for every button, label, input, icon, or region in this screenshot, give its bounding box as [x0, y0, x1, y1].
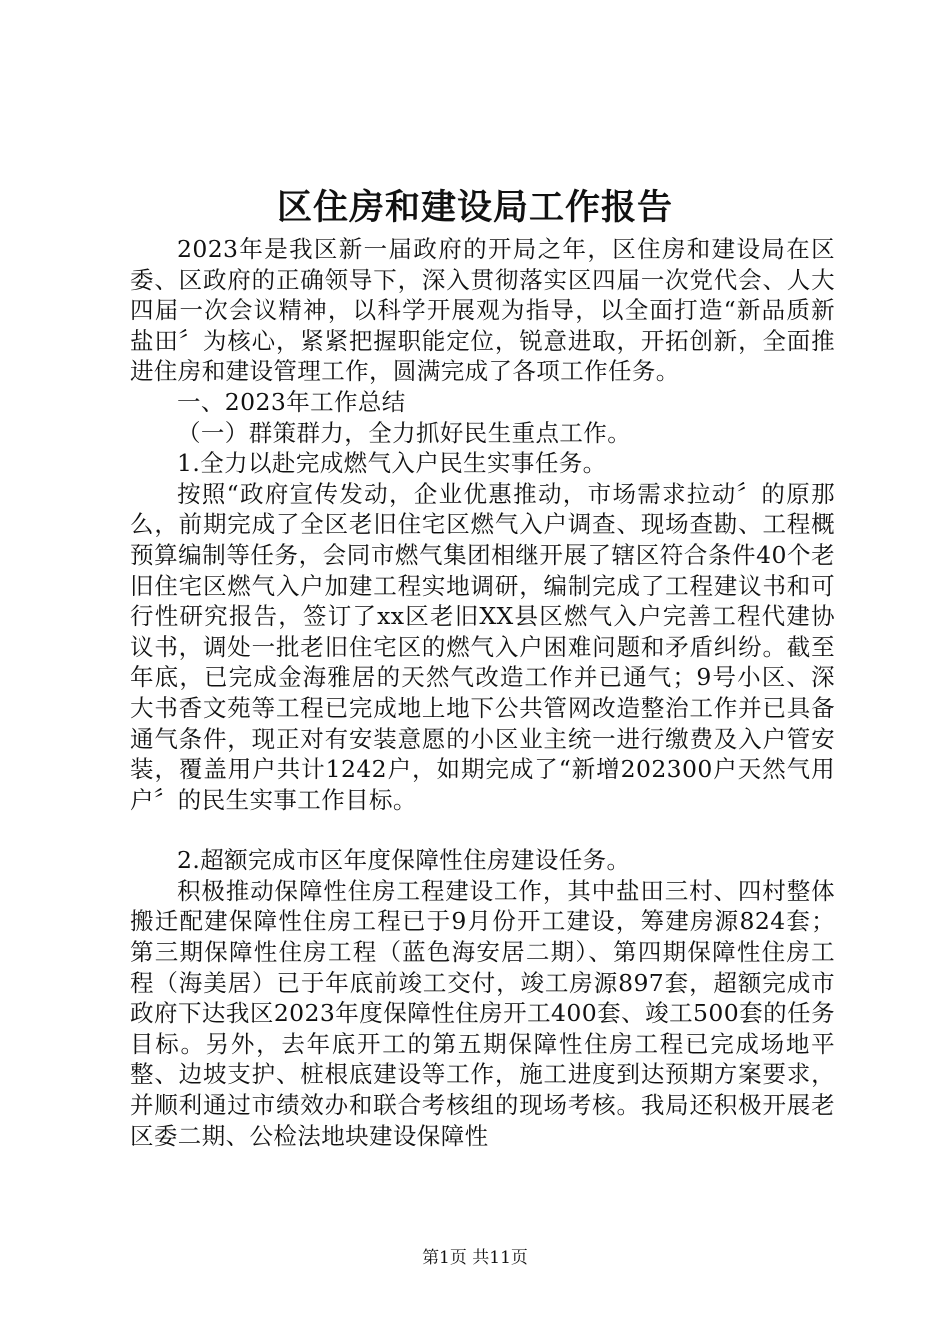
document-title: 区住房和建设局工作报告 [276, 187, 673, 228]
page-footer: 第1页 共11页 [422, 1248, 528, 1268]
item-heading-2: 2.超额完成市区年度保障性住房建设任务。 [177, 846, 631, 875]
item-heading-1: 1.全力以赴完成燃气入户民生实事任务。 [177, 449, 607, 478]
intro-paragraph: 2023年是我区新一届政府的开局之年，区住房和建设局在区委、区政府的正确领导下，深入贯彻落实区四届一次党代会、人大四届一次会议精神，以科学开展观为指导，以全面打造“新品质新盐田〞为核心，紧紧把握职能定位，锐意进取，开拓创新，全面推进住房和建设管理工作，圆满完成了各项工作任务。 [130, 235, 835, 386]
subsection-heading: （一）群策群力，全力抓好民生重点工作。 [177, 418, 632, 447]
document-body [130, 234, 835, 1151]
item-paragraph-1: 按照“政府宣传发动，企业优惠推动，市场需求拉动〞的原那么，前期完成了全区老旧住宅区燃气入户调查、现场查勘、工程概预算编制等任务，会同市燃气集团相继开展了辖区符合条件40个老旧住宅区燃气入户加建工程实地调研，编制完成了工程建议书和可行性研究报告，签订了xx区老旧XX县区燃气入户完善工程代建协议书，调处一批老旧住宅区的燃气入户困难问题和矛盾纠纷。截至年底，已完成金海雅居的天然气改造工作并已通气；9号小区、深大书香文苑等工程已完成地上地下公共管网改造整治工作并已具备通气条件，现正对有安装意愿的小区业主统一进行缴费及入户管安装，覆盖用户共计1242户，如期完成了“新增202300户天然气用户〞的民生实事工作目标。 [130, 479, 835, 814]
section-heading: 一、2023年工作总结 [177, 387, 406, 416]
item-paragraph-2: 积极推动保障性住房工程建设工作，其中盐田三村、四村整体搬迁配建保障性住房工程已于9月份开工建设，筹建房源824套；第三期保障性住房工程（蓝色海安居二期）、第四期保障性住房工程（海美居）已于年底前竣工交付，竣工房源897套，超额完成市政府下达我区2023年度保障性住房开工400套、竣工500套的任务目标。另外，去年底开工的第五期保障性住房工程已完成场地平整、边坡支护、桩根底建设等工作，施工进度到达预期方案要求，并顺利通过市绩效办和联合考核组的现场考核。我局还积极开展老区委二期、公检法地块建设保障性 [130, 876, 835, 1150]
